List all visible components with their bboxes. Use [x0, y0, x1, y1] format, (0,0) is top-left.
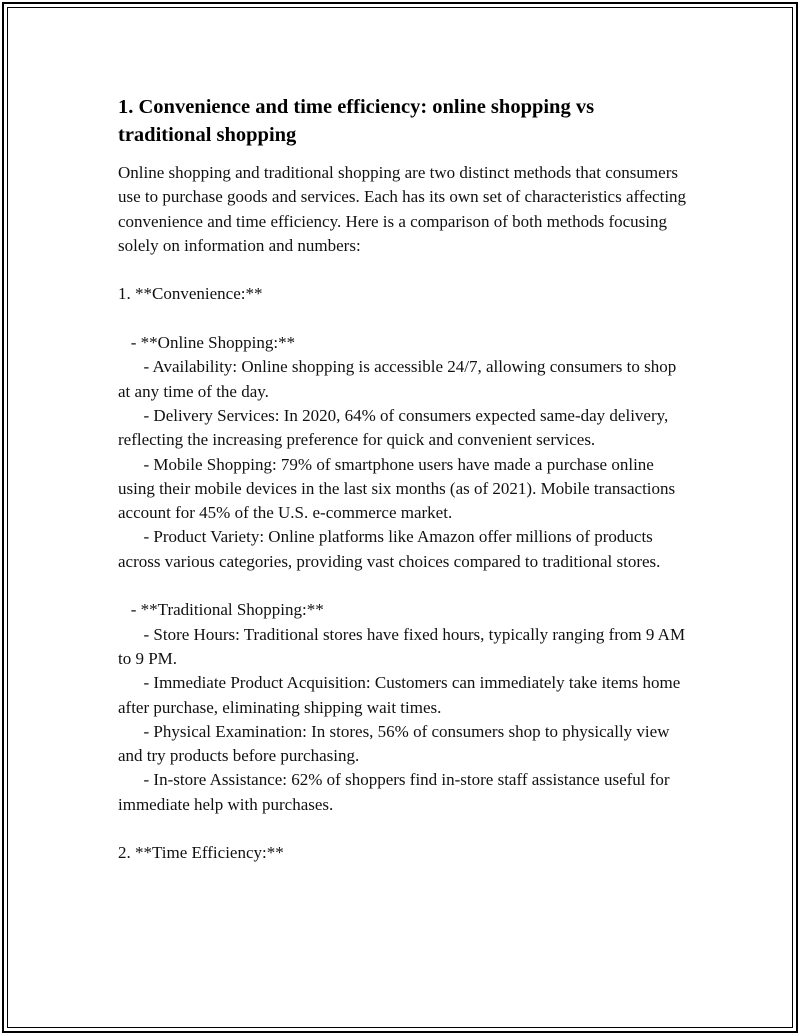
- document-content: [118, 93, 688, 866]
- document-body: Online shopping and traditional shopping are two distinct methods that consumers use to purchase goods and services. Each has its own set of characteristics affecting convenience and time efficiency. Here is a comparison of both methods focusing solely on information and numbers: 1. **Convenience:** - **Online Shopping:** - Availability: Online shopping is accessible 24/7, allowing consumers to shop at any time of the day. - Delivery Services: In 2020, 64% of consumers expected same-day delivery, reflecting the increasing preference for quick and convenient services. - Mobile Shopping: 79% of smartphone users have made a purchase online using their mobile devices in the last six months (as of 2021). Mobile transactions account for 45% of the U.S. e-commerce market. - Product Variety: Online platforms like Amazon offer millions of products across various categories, providing vast choices compared to traditional stores. - **Traditional Shopping:** - Store Hours: Traditional stores have fixed hours, typically ranging from 9 AM to 9 PM. - Immediate Product Acquisition: Customers can immediately take items home after purchase, eliminating shipping wait times. - Physical Examination: In stores, 56% of consumers shop to physically view and try products before purchasing. - In-store Assistance: 62% of shoppers find in-store staff assistance useful for immediate help with purchases. 2. **Time Efficiency:**: [118, 163, 687, 863]
- document-title: 1. Convenience and time efficiency: online shopping vs traditional shopping: [118, 96, 595, 146]
